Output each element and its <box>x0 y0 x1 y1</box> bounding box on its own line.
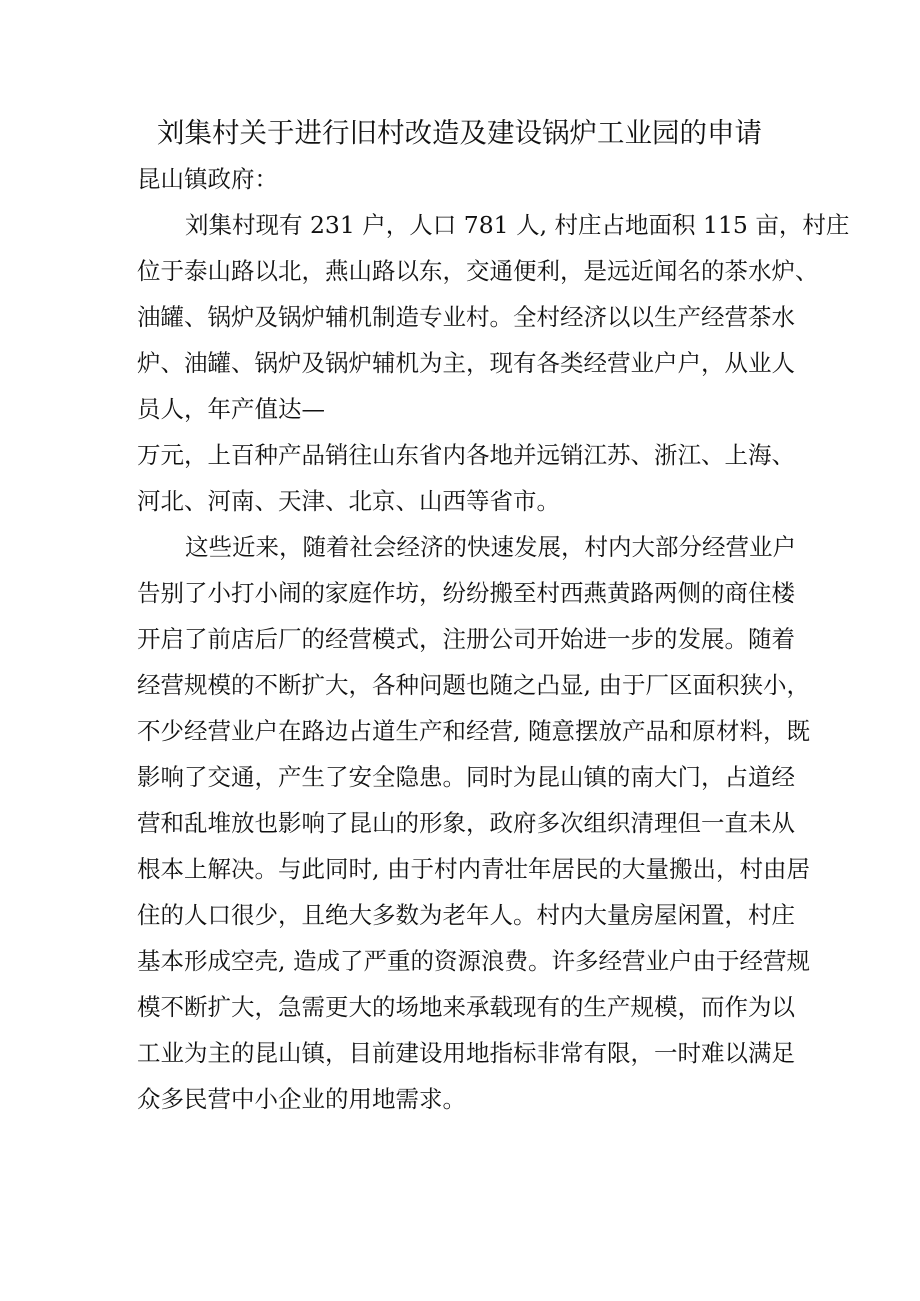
paragraph-1-line: 河北、河南、天津、北京、山西等省市。 <box>137 487 560 515</box>
paragraph-1-line: 万元，上百种产品销往山东省内各地并远销江苏、浙江、上海、 <box>137 441 795 469</box>
document-body <box>137 207 850 1127</box>
paragraph-1-line: 刘集村现有 231 户，人口 781 人, 村庄占地面积 115 亩，村庄 <box>185 211 850 239</box>
paragraph-1-line: 油罐、锅炉及锅炉辅机制造专业村。全村经济以以生产经营茶水 <box>137 303 795 331</box>
paragraph-2-line: 经营规模的不断扩大，各种问题也随之凸显, 由于厂区面积狭小， <box>137 671 810 699</box>
paragraph-2-line: 根本上解决。与此同时, 由于村内青壮年居民的大量搬出，村由居 <box>137 855 810 883</box>
paragraph-2-line: 营和乱堆放也影响了昆山的形象，政府多次组织清理但一直未从 <box>137 809 795 837</box>
paragraph-1-line: 炉、油罐、锅炉及锅炉辅机为主，现有各类经营业户户，从业人 <box>137 349 795 377</box>
paragraph-2-line: 开启了前店后厂的经营模式，注册公司开始进一步的发展。随着 <box>137 625 795 653</box>
paragraph-2-line: 住的人口很少，且绝大多数为老年人。村内大量房屋闲置，村庄 <box>137 901 795 929</box>
paragraph-2-line: 模不断扩大，急需更大的场地来承载现有的生产规模，而作为以 <box>137 993 795 1021</box>
paragraph-2-line: 基本形成空壳, 造成了严重的资源浪费。许多经营业户由于经营规 <box>137 947 810 975</box>
paragraph-2-line: 工业为主的昆山镇，目前建设用地指标非常有限，一时难以满足 <box>137 1039 795 1067</box>
paragraph-2-line: 不少经营业户在路边占道生产和经营, 随意摆放产品和原材料，既 <box>137 717 810 745</box>
paragraph-1-line: 位于泰山路以北，燕山路以东，交通便利，是远近闻名的茶水炉、 <box>137 257 819 285</box>
salutation: 昆山镇政府： <box>137 165 278 193</box>
paragraph-2-line: 告别了小打小闹的家庭作坊，纷纷搬至村西燕黄路两侧的商住楼 <box>137 579 795 607</box>
document-title: 刘集村关于进行旧村改造及建设锅炉工业园的申请 <box>157 117 762 149</box>
paragraph-1-line: 员人，年产值达— <box>137 395 325 423</box>
paragraph-2-line: 影响了交通，产生了安全隐患。同时为昆山镇的南大门，占道经 <box>137 763 795 791</box>
paragraph-2-line: 这些近来，随着社会经济的快速发展，村内大部分经营业户 <box>185 533 796 561</box>
paragraph-2-line: 众多民营中小企业的用地需求。 <box>137 1085 466 1113</box>
